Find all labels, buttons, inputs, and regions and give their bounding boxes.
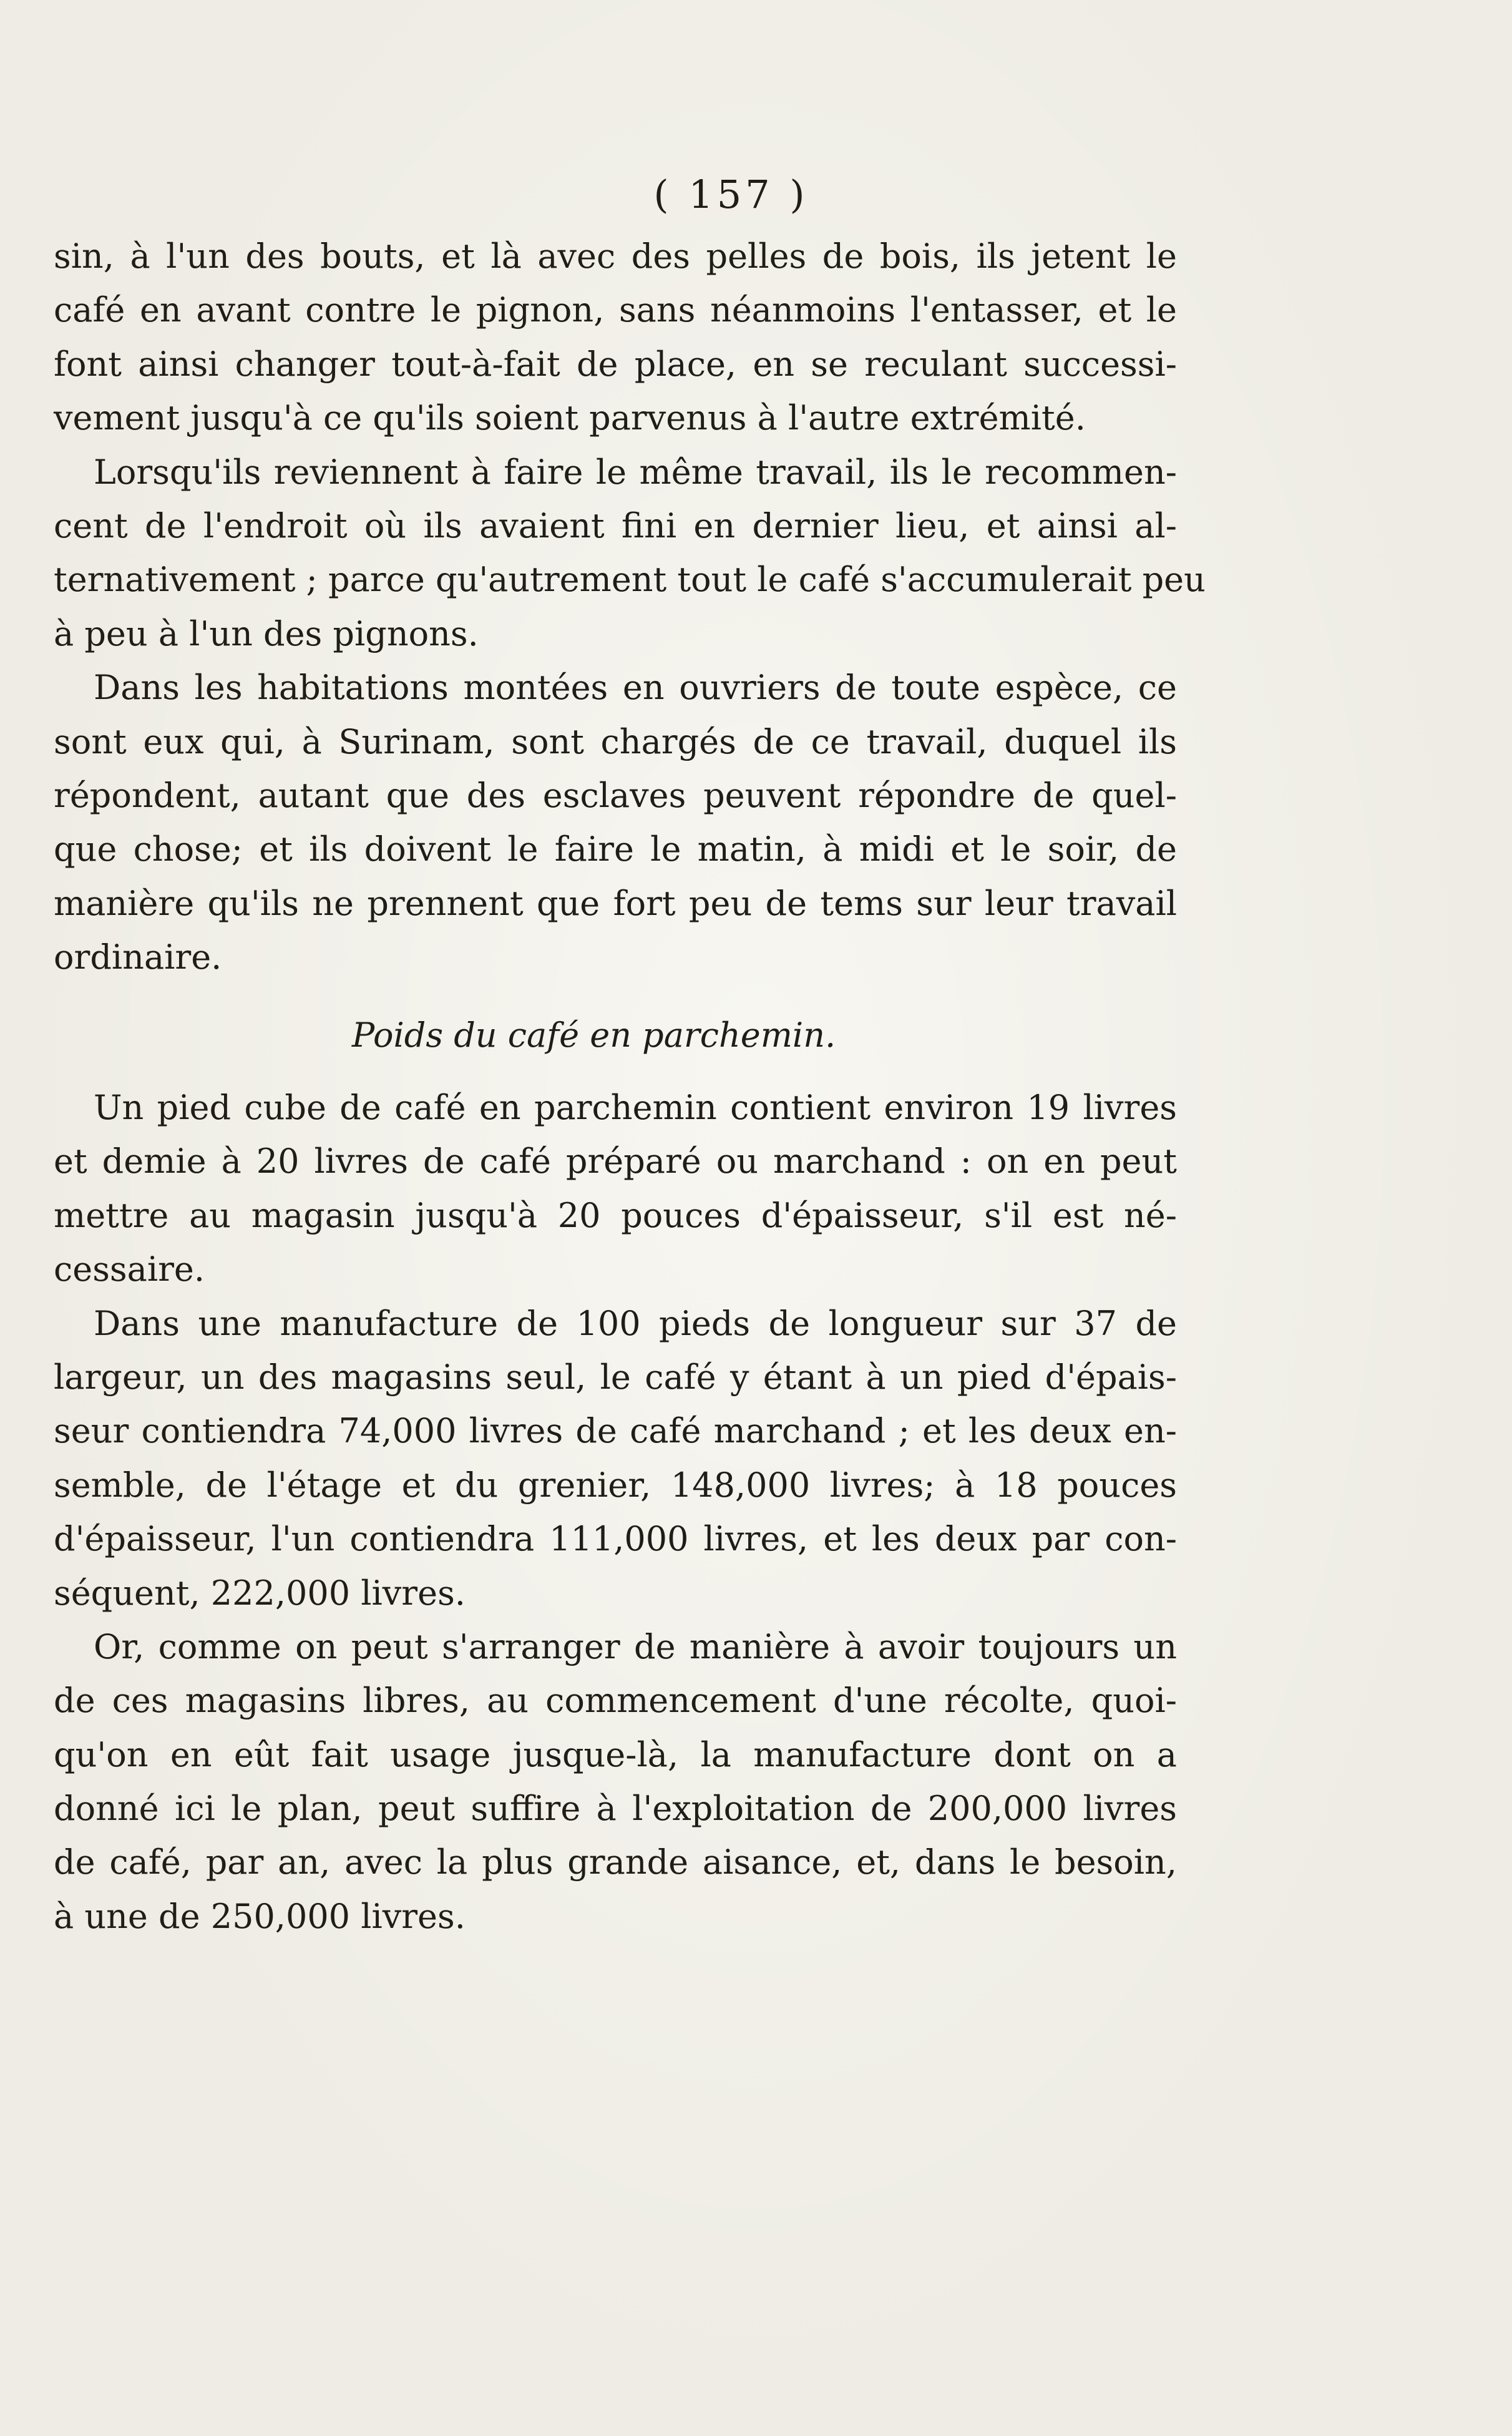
text-line: ternativement ; parce qu'autrement tout le café s'accumulerait peu <box>54 560 1206 600</box>
text-line: seur contiendra 74,000 livres de café marchand ; et les deux en- <box>54 1411 1177 1451</box>
text-line: cent de l'endroit où ils avaient fini en dernier lieu, et ainsi al- <box>54 506 1177 545</box>
text-line: vement jusqu'à ce qu'ils soient parvenus à l'autre extrémité. <box>54 398 1086 438</box>
text-block-lower <box>54 1081 1177 1944</box>
text-line: sin, à l'un des bouts, et là avec des pelles de bois, ils jetent le <box>54 237 1177 276</box>
page-number: ( 157 ) <box>653 172 809 217</box>
text-line: largeur, un des magasins seul, le café y étant à un pied d'épais- <box>54 1357 1177 1397</box>
text-line: semble, de l'étage et du grenier, 148,000 livres; à 18 pouces <box>54 1465 1177 1505</box>
text-line: d'épaisseur, l'un contiendra 111,000 livres, et les deux par con- <box>54 1519 1177 1559</box>
text-line: manière qu'ils ne prennent que fort peu de tems sur leur travail <box>54 883 1177 923</box>
text-line: de ces magasins libres, au commencement d'une récolte, quoi- <box>54 1681 1177 1721</box>
text-line: donné ici le plan, peut suffire à l'exploitation de 200,000 livres <box>54 1789 1177 1829</box>
text-line: de café, par an, avec la plus grande aisance, et, dans le besoin, <box>54 1842 1177 1882</box>
text-line: mettre au magasin jusqu'à 20 pouces d'épaisseur, s'il est né- <box>54 1195 1177 1235</box>
text-line: Or, comme on peut s'arranger de manière à avoir toujours un <box>94 1626 1177 1666</box>
text-line: Un pied cube de café en parchemin contient environ 19 livres <box>94 1088 1177 1127</box>
text-line: et demie à 20 livres de café préparé ou marchand : on en peut <box>54 1142 1177 1181</box>
text-line: cessaire. <box>54 1250 205 1289</box>
text-line: Lorsqu'ils reviennent à faire le même travail, ils le recommen- <box>94 452 1177 492</box>
text-line: ordinaire. <box>54 937 222 977</box>
text-line: à peu à l'un des pignons. <box>54 614 479 653</box>
text-line: Dans une manufacture de 100 pieds de longueur sur 37 de <box>94 1303 1177 1343</box>
text-line: Dans les habitations montées en ouvriers de toute espèce, ce <box>94 668 1177 708</box>
text-line: qu'on en eût fait usage jusque-là, la manufacture dont on a <box>54 1734 1177 1774</box>
text-line: café en avant contre le pignon, sans néanmoins l'entasser, et le <box>54 290 1177 330</box>
section-heading: Poids du café en parchemin. <box>351 1015 836 1055</box>
text-line: sont eux qui, à Surinam, sont chargés de ce travail, duquel ils <box>54 722 1177 761</box>
text-line: à une de 250,000 livres. <box>54 1896 466 1936</box>
text-line: répondent, autant que des esclaves peuvent répondre de quel- <box>54 775 1177 815</box>
text-line: séquent, 222,000 livres. <box>54 1573 466 1613</box>
text-block-upper <box>54 230 1206 984</box>
text-line: font ainsi changer tout-à-fait de place, en se reculant successi- <box>54 344 1177 384</box>
text-line: que chose; et ils doivent le faire le matin, à midi et le soir, de <box>54 829 1177 869</box>
